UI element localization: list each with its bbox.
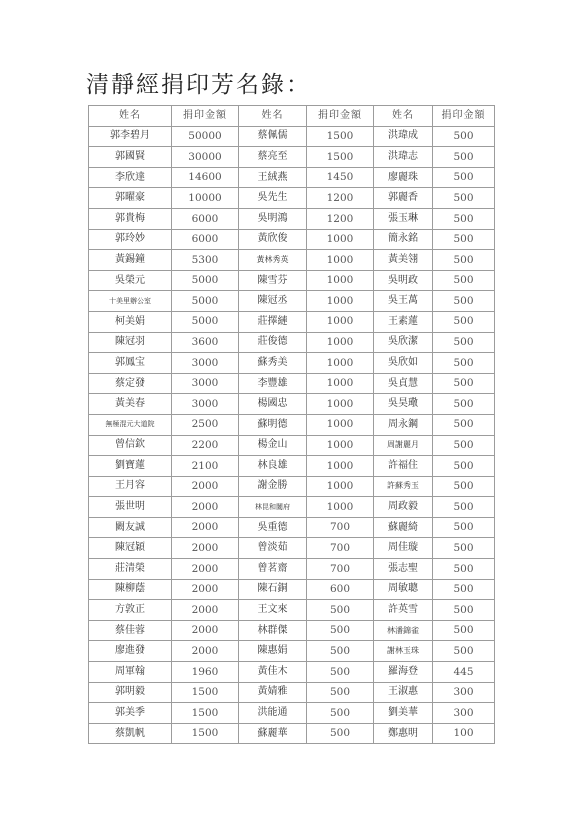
donor-name-cell: 許蘇秀玉 <box>374 476 433 497</box>
donation-amount-cell: 5300 <box>172 250 239 271</box>
donation-amount-cell: 1960 <box>172 662 239 683</box>
header-name: 姓名 <box>89 106 172 127</box>
donation-amount-cell: 3000 <box>172 353 239 374</box>
table-row <box>89 167 495 188</box>
donor-name-cell: 郭玲妙 <box>89 229 172 250</box>
donor-name-cell: 謝林玉珠 <box>374 641 433 662</box>
donor-name-cell: 莊清榮 <box>89 559 172 580</box>
table-row <box>89 517 495 538</box>
donation-amount-cell: 500 <box>307 682 374 703</box>
donor-name-cell: 劉美華 <box>374 703 433 724</box>
donor-name-cell: 王素蓮 <box>374 311 433 332</box>
donation-amount-cell: 1500 <box>172 723 239 744</box>
donor-name-cell: 洪瑋成 <box>374 126 433 147</box>
donation-amount-cell: 500 <box>433 147 495 168</box>
table-row <box>89 250 495 271</box>
donation-amount-cell: 600 <box>307 579 374 600</box>
header-name: 姓名 <box>239 106 307 127</box>
donation-amount-cell: 1500 <box>307 126 374 147</box>
donation-amount-cell: 1000 <box>307 373 374 394</box>
donor-name-cell: 周佳璇 <box>374 538 433 559</box>
donor-name-cell: 楊國忠 <box>239 394 307 415</box>
donation-amount-cell: 300 <box>433 682 495 703</box>
donation-amount-cell: 6000 <box>172 208 239 229</box>
donation-amount-cell: 5000 <box>172 291 239 312</box>
donor-name-cell: 蘇秀美 <box>239 353 307 374</box>
donation-amount-cell: 2000 <box>172 600 239 621</box>
donor-name-cell: 黃欣俊 <box>239 229 307 250</box>
donor-name-cell: 無極混元大道院 <box>89 414 172 435</box>
donor-name-cell: 郭李碧月 <box>89 126 172 147</box>
donation-amount-cell: 1000 <box>307 311 374 332</box>
donation-amount-cell: 500 <box>433 167 495 188</box>
donation-amount-cell: 500 <box>433 373 495 394</box>
donor-name-cell: 周敏聰 <box>374 579 433 600</box>
donation-amount-cell: 1000 <box>307 435 374 456</box>
donor-name-cell: 林良雄 <box>239 456 307 477</box>
donation-amount-cell: 500 <box>433 394 495 415</box>
donation-amount-cell: 10000 <box>172 188 239 209</box>
donation-amount-cell: 700 <box>307 538 374 559</box>
donor-name-cell: 陳石銅 <box>239 579 307 600</box>
donor-name-cell: 郭國賢 <box>89 147 172 168</box>
donor-name-cell: 黃佳木 <box>239 662 307 683</box>
donor-name-cell: 郭麗香 <box>374 188 433 209</box>
donor-name-cell: 吳昊璥 <box>374 394 433 415</box>
table-row <box>89 600 495 621</box>
donation-amount-cell: 1500 <box>307 147 374 168</box>
donor-name-cell: 廖進發 <box>89 641 172 662</box>
donation-amount-cell: 2000 <box>172 497 239 518</box>
donation-amount-cell: 1000 <box>307 456 374 477</box>
header-amount: 捐印金額 <box>307 106 374 127</box>
donation-amount-cell: 30000 <box>172 147 239 168</box>
donation-amount-cell: 3000 <box>172 394 239 415</box>
donor-name-cell: 許福住 <box>374 456 433 477</box>
table-row <box>89 559 495 580</box>
donor-name-cell: 陳雪芬 <box>239 270 307 291</box>
donor-name-cell: 王月容 <box>89 476 172 497</box>
donor-name-cell: 莊俊德 <box>239 332 307 353</box>
table-row <box>89 703 495 724</box>
donor-name-cell: 蔡佩儒 <box>239 126 307 147</box>
donor-name-cell: 蔡亮至 <box>239 147 307 168</box>
table-header <box>89 106 495 127</box>
table-row <box>89 394 495 415</box>
table-row <box>89 147 495 168</box>
table-row <box>89 682 495 703</box>
donation-amount-cell: 1000 <box>307 229 374 250</box>
donation-amount-cell: 500 <box>433 476 495 497</box>
table-row <box>89 373 495 394</box>
donor-name-cell: 陳惠娟 <box>239 641 307 662</box>
table-row <box>89 723 495 744</box>
donation-amount-cell: 500 <box>307 662 374 683</box>
table-row <box>89 291 495 312</box>
donation-amount-cell: 500 <box>307 600 374 621</box>
donor-name-cell: 吳王萬 <box>374 291 433 312</box>
donor-name-cell: 張玉琳 <box>374 208 433 229</box>
donor-name-cell: 陳柳蔭 <box>89 579 172 600</box>
donation-amount-cell: 500 <box>307 703 374 724</box>
donation-amount-cell: 445 <box>433 662 495 683</box>
donation-amount-cell: 500 <box>433 538 495 559</box>
donation-amount-cell: 1000 <box>307 291 374 312</box>
donation-amount-cell: 500 <box>433 291 495 312</box>
donor-name-cell: 吳貞慧 <box>374 373 433 394</box>
table-row <box>89 497 495 518</box>
donor-name-cell: 柯美娟 <box>89 311 172 332</box>
donation-amount-cell: 500 <box>433 270 495 291</box>
donor-name-cell: 周永鋼 <box>374 414 433 435</box>
donation-amount-cell: 2000 <box>172 517 239 538</box>
donation-amount-cell: 500 <box>307 723 374 744</box>
donation-amount-cell: 500 <box>433 126 495 147</box>
donor-name-cell: 吳明鴻 <box>239 208 307 229</box>
donation-amount-cell: 3600 <box>172 332 239 353</box>
donation-amount-cell: 500 <box>307 620 374 641</box>
donor-name-cell: 方敦正 <box>89 600 172 621</box>
donor-name-cell: 闕友誠 <box>89 517 172 538</box>
table-row <box>89 353 495 374</box>
donation-amount-cell: 500 <box>433 353 495 374</box>
donation-amount-cell: 2200 <box>172 435 239 456</box>
donor-name-cell: 鄭惠明 <box>374 723 433 744</box>
donation-amount-cell: 1200 <box>307 188 374 209</box>
donation-amount-cell: 500 <box>433 332 495 353</box>
donation-amount-cell: 1000 <box>307 476 374 497</box>
donation-amount-cell: 1000 <box>307 250 374 271</box>
donor-name-cell: 周軍翰 <box>89 662 172 683</box>
donor-name-cell: 王絨燕 <box>239 167 307 188</box>
donation-amount-cell: 2000 <box>172 476 239 497</box>
donor-name-cell: 林昆和闔府 <box>239 497 307 518</box>
donation-amount-cell: 6000 <box>172 229 239 250</box>
donor-table <box>88 105 495 744</box>
donation-amount-cell: 1450 <box>307 167 374 188</box>
donation-amount-cell: 500 <box>433 517 495 538</box>
donor-name-cell: 林潘錦雀 <box>374 620 433 641</box>
donor-name-cell: 李欣達 <box>89 167 172 188</box>
donation-amount-cell: 1000 <box>307 270 374 291</box>
donation-amount-cell: 500 <box>433 497 495 518</box>
donation-amount-cell: 500 <box>433 311 495 332</box>
donor-name-cell: 蔡佳蓉 <box>89 620 172 641</box>
donor-name-cell: 蔡定發 <box>89 373 172 394</box>
donation-amount-cell: 50000 <box>172 126 239 147</box>
table-row <box>89 435 495 456</box>
donation-amount-cell: 1000 <box>307 353 374 374</box>
donation-amount-cell: 700 <box>307 559 374 580</box>
donor-name-cell: 郭曜豪 <box>89 188 172 209</box>
donation-amount-cell: 3000 <box>172 373 239 394</box>
table-row <box>89 414 495 435</box>
donation-amount-cell: 500 <box>433 600 495 621</box>
header-name: 姓名 <box>374 106 433 127</box>
donor-name-cell: 張志聖 <box>374 559 433 580</box>
donation-amount-cell: 1500 <box>172 703 239 724</box>
donation-amount-cell: 500 <box>433 641 495 662</box>
donor-name-cell: 十美里辦公室 <box>89 291 172 312</box>
donation-amount-cell: 2000 <box>172 620 239 641</box>
table-row <box>89 579 495 600</box>
table-row <box>89 662 495 683</box>
donor-name-cell: 蘇明德 <box>239 414 307 435</box>
donation-amount-cell: 500 <box>433 229 495 250</box>
donation-amount-cell: 2000 <box>172 559 239 580</box>
donor-name-cell: 曾信欽 <box>89 435 172 456</box>
donor-name-cell: 黃錫鐘 <box>89 250 172 271</box>
donor-name-cell: 簡永銘 <box>374 229 433 250</box>
header-amount: 捐印金額 <box>172 106 239 127</box>
donor-name-cell: 周謝麗月 <box>374 435 433 456</box>
donor-name-cell: 蔡凱帆 <box>89 723 172 744</box>
donation-amount-cell: 500 <box>433 559 495 580</box>
donor-name-cell: 王淑惠 <box>374 682 433 703</box>
donation-amount-cell: 500 <box>433 188 495 209</box>
table-header-row <box>89 106 495 127</box>
donor-name-cell: 吳重德 <box>239 517 307 538</box>
donor-name-cell: 羅海登 <box>374 662 433 683</box>
donation-amount-cell: 1000 <box>307 332 374 353</box>
header-amount: 捐印金額 <box>433 106 495 127</box>
donor-name-cell: 郭明毅 <box>89 682 172 703</box>
table-row <box>89 311 495 332</box>
donation-amount-cell: 2500 <box>172 414 239 435</box>
donation-amount-cell: 2100 <box>172 456 239 477</box>
donation-amount-cell: 500 <box>433 250 495 271</box>
donor-name-cell: 莊擇縺 <box>239 311 307 332</box>
donor-name-cell: 李豐雄 <box>239 373 307 394</box>
donation-amount-cell: 500 <box>433 579 495 600</box>
donation-amount-cell: 1200 <box>307 208 374 229</box>
table-row <box>89 229 495 250</box>
donation-amount-cell: 14600 <box>172 167 239 188</box>
table-row <box>89 620 495 641</box>
donation-amount-cell: 500 <box>433 414 495 435</box>
donor-name-cell: 黃婧雅 <box>239 682 307 703</box>
donor-name-cell: 郭鳳宝 <box>89 353 172 374</box>
donation-amount-cell: 500 <box>433 435 495 456</box>
donation-amount-cell: 2000 <box>172 641 239 662</box>
donor-name-cell: 廖麗珠 <box>374 167 433 188</box>
donation-amount-cell: 500 <box>433 208 495 229</box>
table-row <box>89 456 495 477</box>
donation-amount-cell: 1500 <box>172 682 239 703</box>
donor-name-cell: 劉寶蓮 <box>89 456 172 477</box>
donor-name-cell: 吳先生 <box>239 188 307 209</box>
donation-amount-cell: 2000 <box>172 538 239 559</box>
donation-amount-cell: 2000 <box>172 579 239 600</box>
donation-amount-cell: 1000 <box>307 394 374 415</box>
donor-name-cell: 陳冠丞 <box>239 291 307 312</box>
donor-name-cell: 黃林秀英 <box>239 250 307 271</box>
donor-name-cell: 黃美春 <box>89 394 172 415</box>
table-row <box>89 476 495 497</box>
donor-name-cell: 洪能通 <box>239 703 307 724</box>
donor-name-cell: 謝金勝 <box>239 476 307 497</box>
donation-amount-cell: 100 <box>433 723 495 744</box>
donor-name-cell: 郭貴梅 <box>89 208 172 229</box>
donor-name-cell: 陳冠羽 <box>89 332 172 353</box>
donor-name-cell: 王文來 <box>239 600 307 621</box>
donor-name-cell: 許英雪 <box>374 600 433 621</box>
donor-name-cell: 蘇麗綺 <box>374 517 433 538</box>
donor-name-cell: 吳明政 <box>374 270 433 291</box>
page-title: 清靜經捐印芳名錄： <box>86 72 311 98</box>
donor-name-cell: 黃美翎 <box>374 250 433 271</box>
donor-name-cell: 吳欣潔 <box>374 332 433 353</box>
table-row <box>89 538 495 559</box>
table-body <box>89 126 495 744</box>
donation-amount-cell: 5000 <box>172 270 239 291</box>
donation-amount-cell: 500 <box>433 620 495 641</box>
table-row <box>89 641 495 662</box>
donor-name-cell: 張世明 <box>89 497 172 518</box>
donation-amount-cell: 500 <box>307 641 374 662</box>
donation-amount-cell: 500 <box>433 456 495 477</box>
table-row <box>89 188 495 209</box>
donation-amount-cell: 700 <box>307 517 374 538</box>
donor-name-cell: 周政毅 <box>374 497 433 518</box>
donor-name-cell: 林群傑 <box>239 620 307 641</box>
donation-amount-cell: 300 <box>433 703 495 724</box>
donor-name-cell: 楊金山 <box>239 435 307 456</box>
table-row <box>89 332 495 353</box>
donor-name-cell: 蘇麗華 <box>239 723 307 744</box>
donation-amount-cell: 1000 <box>307 497 374 518</box>
donor-name-cell: 吳欣如 <box>374 353 433 374</box>
donor-name-cell: 曾淡茹 <box>239 538 307 559</box>
table-row <box>89 270 495 291</box>
donor-name-cell: 洪瑋志 <box>374 147 433 168</box>
donor-name-cell: 曾茗齋 <box>239 559 307 580</box>
donor-name-cell: 陳冠穎 <box>89 538 172 559</box>
table-row <box>89 208 495 229</box>
donor-name-cell: 郭美季 <box>89 703 172 724</box>
donor-name-cell: 吳榮元 <box>89 270 172 291</box>
donation-amount-cell: 1000 <box>307 414 374 435</box>
table-row <box>89 126 495 147</box>
donation-amount-cell: 5000 <box>172 311 239 332</box>
